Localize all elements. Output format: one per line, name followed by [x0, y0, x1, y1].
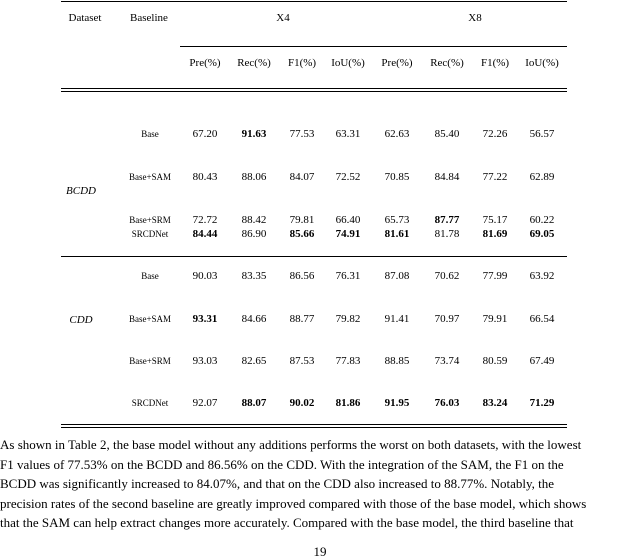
table-cell: 87.08	[384, 270, 410, 282]
table-cell: 88.42	[241, 214, 267, 226]
table-cell: 73.74	[434, 355, 460, 367]
table-cell: 90.03	[192, 270, 218, 282]
header-group-x4: X4	[276, 12, 290, 24]
table-cell: 88.85	[384, 355, 410, 367]
dataset-label: BCDD	[66, 185, 96, 197]
table-cell: 67.20	[192, 128, 218, 140]
table-cell: 86.90	[241, 228, 267, 240]
table-cell: 92.07	[192, 397, 218, 409]
baseline-label: SRCDNet	[131, 398, 169, 408]
table-cell: 63.31	[335, 128, 361, 140]
paragraph-line: precision rates of the second baseline are greatly improved compared with those of the base model, which shows	[0, 495, 587, 511]
header-bottom-rule	[61, 88, 567, 92]
header-metric: Rec(%)	[430, 57, 464, 69]
table-cell: 62.89	[529, 171, 555, 183]
table-cell: 76.03	[434, 397, 460, 409]
table-cell: 79.82	[335, 313, 361, 325]
table-cell: 79.81	[289, 214, 315, 226]
table-cell: 83.35	[241, 270, 267, 282]
table-cell: 81.86	[335, 397, 361, 409]
table-cell: 70.62	[434, 270, 460, 282]
table-cell: 85.66	[289, 228, 315, 240]
page-number: 19	[313, 544, 327, 559]
dataset-label: CDD	[69, 314, 93, 326]
paragraph-line: BCDD was significantly increased to 84.07%, and that on the CDD also increased to 88.77%. Notably, the	[0, 476, 555, 491]
table-cell: 77.22	[482, 171, 508, 183]
table-cell: 88.07	[241, 397, 267, 409]
table-cell: 66.40	[335, 214, 361, 226]
paragraph-line: that the SAM can help extract changes more accurately. Compared with the base model, the third baseline that	[0, 515, 574, 530]
table-cell: 81.78	[434, 228, 460, 240]
paragraph-line: F1 values of 77.53% on the BCDD and 86.56% on the CDD. With the integration of the SAM, the F1 on the	[0, 456, 564, 472]
header-metric: IoU(%)	[331, 57, 365, 69]
table-cell: 79.91	[482, 313, 508, 325]
table-cell: 91.41	[384, 313, 410, 325]
table-cell: 91.63	[241, 128, 267, 140]
header-metric: IoU(%)	[525, 57, 559, 69]
header-metric: F1(%)	[480, 57, 510, 69]
table-cell: 65.73	[384, 214, 410, 226]
table-cell: 91.95	[384, 397, 410, 409]
header-metric: Pre(%)	[381, 57, 413, 69]
table-cell: 56.57	[529, 128, 555, 140]
header-metric: Rec(%)	[237, 57, 271, 69]
baseline-label: Base+SRM	[129, 356, 171, 366]
table-cell: 62.63	[384, 128, 410, 140]
table-cell: 87.77	[434, 214, 460, 226]
table-cell: 84.84	[434, 171, 460, 183]
table-cell: 84.07	[289, 171, 315, 183]
baseline-label: Base+SAM	[128, 314, 172, 324]
table-cell: 80.43	[192, 171, 218, 183]
body-paragraph	[0, 435, 636, 533]
table-cell: 72.26	[482, 128, 508, 140]
table-cell: 60.22	[529, 214, 555, 226]
table-cell: 74.91	[335, 228, 361, 240]
table-cell: 70.97	[434, 313, 460, 325]
top-rule	[61, 1, 567, 2]
baseline-label: Base	[141, 129, 159, 139]
table-cell: 90.02	[289, 397, 315, 409]
header-subrule	[180, 46, 567, 47]
table-cell: 75.17	[482, 214, 508, 226]
table-cell: 72.52	[335, 171, 361, 183]
table-cell: 88.06	[241, 171, 267, 183]
table-cell: 80.59	[482, 355, 508, 367]
baseline-label: SRCDNet	[131, 229, 169, 239]
baseline-label: Base+SAM	[128, 172, 172, 182]
table-cell: 77.83	[335, 355, 361, 367]
table-cell: 84.66	[241, 313, 267, 325]
table-cell: 71.29	[529, 397, 555, 409]
header-metric: Pre(%)	[189, 57, 221, 69]
table-cell: 88.77	[289, 313, 315, 325]
header-group-x8: X8	[468, 12, 482, 24]
table-cell: 63.92	[529, 270, 555, 282]
table-cell: 76.31	[335, 270, 361, 282]
header-metric: F1(%)	[287, 57, 317, 69]
table-cell: 84.44	[192, 228, 218, 240]
bottom-rule	[61, 424, 567, 428]
table-cell: 93.31	[192, 313, 218, 325]
header-baseline: Baseline	[130, 12, 168, 24]
table-cell: 87.53	[289, 355, 315, 367]
table-cell: 82.65	[241, 355, 267, 367]
table-cell: 81.69	[482, 228, 508, 240]
table-cell: 72.72	[192, 214, 218, 226]
table-cell: 77.53	[289, 128, 315, 140]
header-dataset: Dataset	[68, 12, 102, 24]
table-cell: 66.54	[529, 313, 555, 325]
table-cell: 85.40	[434, 128, 460, 140]
paragraph-line: As shown in Table 2, the base model without any additions performs the worst on both datasets, with the lowest	[0, 437, 582, 452]
baseline-label: Base+SRM	[129, 215, 171, 225]
table-cell: 83.24	[482, 397, 508, 409]
table-cell: 81.61	[384, 228, 410, 240]
baseline-label: Base	[141, 271, 159, 281]
table-cell: 86.56	[289, 270, 315, 282]
table-cell: 70.85	[384, 171, 410, 183]
results-table	[61, 0, 567, 428]
table-cell: 67.49	[529, 355, 555, 367]
group-separator-rule	[61, 256, 567, 257]
table-cell: 69.05	[529, 228, 555, 240]
table-cell: 93.03	[192, 355, 218, 367]
table-cell: 77.99	[482, 270, 508, 282]
